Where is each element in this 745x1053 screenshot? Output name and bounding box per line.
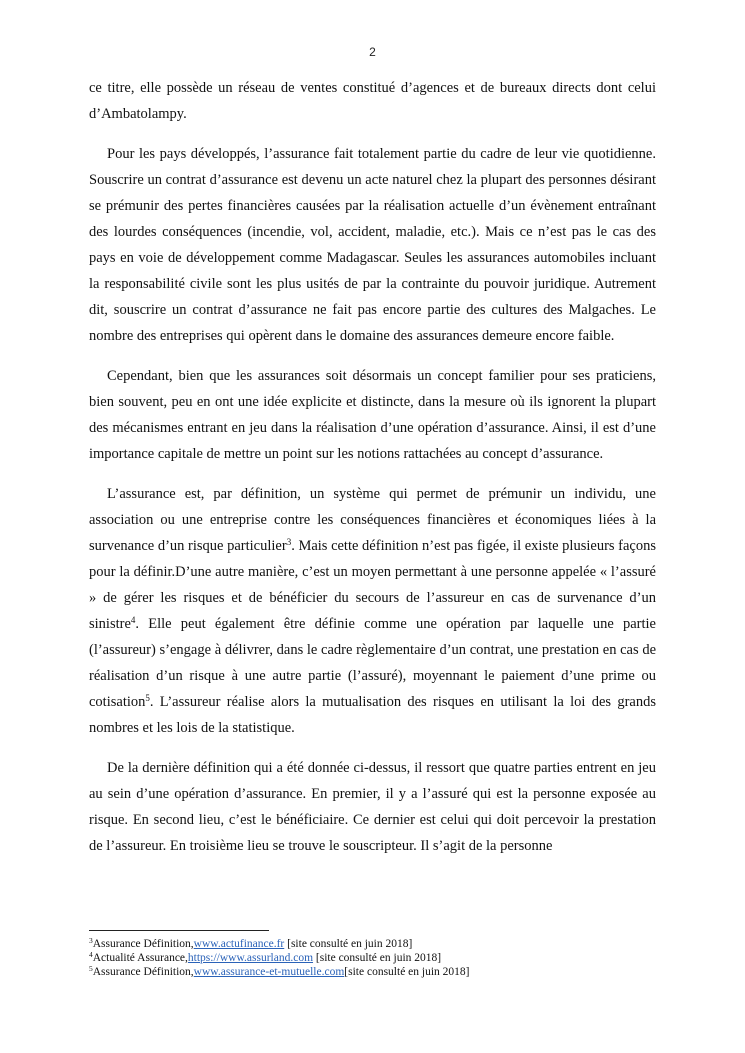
body-text [89,75,656,873]
footnote-text: Actualité Assurance, [92,952,188,964]
paragraph-2: Pour les pays développés, l’assurance fait totalement partie du cadre de leur vie quotidienne. Souscrire un contrat d’assurance est devenu un acte naturel chez la plupart des personnes désirant se prémunir des pertes financières causées par la réalisation actuelle d’un évènement entraînant des lourdes conséquences (incendie, vol, accident, maladie, etc.). Mais ce n’est pas le cas des pays en voie de développement comme Madagascar. Seules les assurances automobiles incluant la responsabilité civile sont les plus usités de par la contrainte du pouvoir juridique. Autrement dit, souscrire un contrat d’assurance ne fait pas encore partie des cultures des Malgaches. Le nombre des entreprises qui opèrent dans le domaine des assurances demeure encore faible. [89,146,656,344]
footnote-ref-4[interactable]: 4 [130,615,136,625]
paragraph-4-text-4: . L’assureur réalise alors la mutualisation des risques en utilisant la loi des grands nombres et les lois de la statistique. [89,694,656,736]
footnote-separator [89,930,269,931]
paragraph-4-text-2: . Mais cette définition n’est pas figée, il existe plusieurs façons pour la définir.D’une autre manière, c’est un moyen permettant à une personne appelée « l’assuré » de gérer les risques et de bénéficier du secours de l’assureur en cas de survenance d’un sinistre [89,538,657,632]
footnote-number: 4 [89,950,93,959]
footnote-number: 3 [89,936,93,945]
footnote-suffix: [site consulté en juin 2018] [344,966,470,978]
footnote-ref-5[interactable]: 5 [145,693,150,703]
footnote-text: Assurance Définition, [92,938,194,950]
paragraph-3: Cependant, bien que les assurances soit désormais un concept familier pour ses praticiens, bien souvent, peu en ont une idée explicite et distincte, dans la mesure où ils ignorent la plupart des mécanismes entrant en jeu dans la réalisation d’une opération d’assurance. Ainsi, il est d’une importance capitale de mettre un point sur les notions rattachées au concept d’assurance. [89,368,656,462]
footnote-5 [89,965,689,979]
paragraph-4-text-1: L’assurance est, par définition, un système qui permet de prémunir un individu, une association ou une entreprise contre les conséquences financières et économiques liées à la survenance d’un risque particulier [89,486,656,554]
footnote-suffix: [site consulté en juin 2018] [313,952,442,964]
footnote-link-assurance-et-mutuelle[interactable]: www.assurance-et-mutuelle.com [193,966,345,978]
footnote-ref-3[interactable]: 3 [286,537,292,547]
footnotes [89,937,689,979]
footnote-4 [89,951,689,965]
paragraph-4-text-3: . Elle peut également être définie comme une opération par laquelle une partie (l’assureur) s’engage à délivrer, dans le cadre règlementaire d’un contrat, une prestation en cas de réalisation d’un risque à une autre partie (l’assuré), moyennant le paiement d’une prime ou cotisation [89,616,656,710]
footnote-suffix: [site consulté en juin 2018] [284,938,413,950]
footnote-3 [89,937,689,951]
footnote-number: 5 [89,964,93,973]
footnote-text: Assurance Définition, [92,966,194,978]
paragraph-4 [89,481,656,741]
footnote-link-actufinance[interactable]: www.actufinance.fr [193,938,285,950]
paragraph-1: ce titre, elle possède un réseau de ventes constitué d’agences et de bureaux directs dont celui d’Ambatolampy. [89,80,656,122]
page-number: 2 [369,45,376,59]
paragraph-5: De la dernière définition qui a été donnée ci-dessus, il ressort que quatre parties entrent en jeu au sein d’une opération d’assurance. En premier, il y a l’assuré qui est la personne exposée au risque. En second lieu, c’est le bénéficiaire. Ce dernier est celui qui doit percevoir la prestation de l’assureur. En troisième lieu se trouve le souscripteur. Il s’agit de la personne [89,760,656,854]
footnote-link-assurland[interactable]: https://www.assurland.com [187,952,314,964]
